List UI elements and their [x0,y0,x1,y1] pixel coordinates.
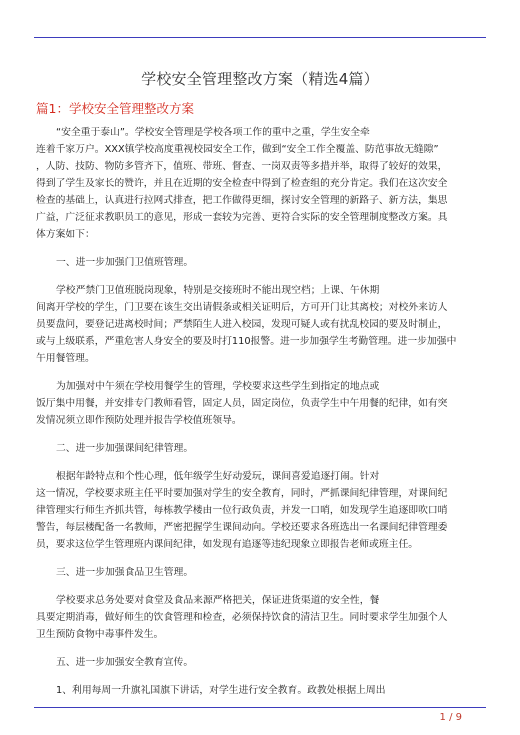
paragraph-intro [36,124,484,141]
text-line: 连着千家万户。XXX镇学校高度重视校园安全工作，做到“安全工作全覆盖、防范事故无缝隙” [36,144,439,155]
text-line: 这一情况，学校要求班主任平时要加强对学生的安全教育，同时，严抓课间纪律管理，对课间纪 [36,488,448,499]
text-line: 卫生预防食物中毒事件发生。 [36,629,164,640]
text-line: 律管理实行师生齐抓共管，每栋教学楼由一位行政负责，并发一口哨，如发现学生追逐即吹口哨 [36,505,448,516]
footer-rule [34,707,486,708]
text-line: 为加强对中午须在学校用餐学生的管理，学校要求这些学生到指定的地点或 [56,381,380,392]
heading-safety-education [36,654,484,671]
text-line: 员，要求这位学生管理班内课间纪律，如发现有追逐等违纪现象立即报告老师或班主任。 [36,539,419,550]
text-line: 体方案如下： [36,229,95,240]
spacer [36,243,484,254]
text-line: “安全重于泰山”。学校安全管理是学校各项工作的重中之重，学生安全牵 [56,127,370,138]
spacer [36,553,484,564]
text-line: 饭厅集中用餐，并安排专门教师看管，固定人员，固定岗位，负责学生中午用餐的纪律，如有突 [36,398,448,409]
text-line: 二、进一步加强课间纪律管理。 [56,443,194,454]
document-title: 学校安全管理整改方案（精选4篇） [141,70,379,88]
text-line: 发情况须立即作预防处理并报告学校值班领导。 [36,415,242,426]
spacer [36,367,484,378]
text-line: ，人防、技防、物防多管齐下，值班、带班、督查、一岗双责等多措并举，取得了较好的效果， [36,161,448,172]
text-line: 具要定期消毒，做好师生的饮食管理和检查，必须保持饮食的清洁卫生。同时要求学生加强个人 [36,612,448,623]
text-line: 五、进一步加强安全教育宣传。 [56,657,194,668]
text-line: 学校要求总务处要对食堂及食品来源严格把关，保证进货渠道的安全性，餐 [56,595,380,606]
spacer [36,671,484,682]
text-line: 警告，每层楼配备一名教师，严密把握学生课间动向。学校还要求各班选出一名课间纪律管理委 [36,522,448,533]
page-indicator: 1 / 9 [439,712,462,723]
text-line: 员要盘问，要登记进离校时间；严禁陌生人进入校园，发现可疑人或有扰乱校园的要及时制止， [36,319,448,330]
text-line: 1、利用每周一升旗礼国旗下讲话，对学生进行安全教育。政教处根据上周出 [56,685,386,696]
text-line: 广益，广泛征求教职员工的意见，形成一套较为完善、更符合实际的安全管理制度整改方案。具 [36,212,448,223]
text-line: 得到了学生及家长的赞许，并且在近期的安全检查中得到了检查组的充分肯定。我们在这次安全 [36,178,448,189]
document-body [36,124,484,699]
spacer [36,271,484,282]
text-line: 检查的基础上，认真进行拉网式排查，把工作做得更细，探讨安全管理的新路子、新方法，集思 [36,195,448,206]
paragraph-food-hygiene [36,592,484,643]
spacer [36,581,484,592]
text-line: 三、进一步加强食品卫生管理。 [56,567,194,578]
heading-break-discipline [36,440,484,457]
heading-gatekeeper [36,254,484,271]
text-line: 午用餐管理。 [36,353,95,364]
section-title: 篇1：学校安全管理整改方案 [36,101,194,116]
paragraph-intro-cont [36,141,484,243]
paragraph-break-discipline [36,468,484,553]
spacer [36,643,484,654]
text-line: 一、进一步加强门卫值班管理。 [56,257,194,268]
text-line: 根据年龄特点和个性心理，低年级学生好动爱玩，课间喜爱追逐打闹。针对 [56,471,380,482]
header-rule [34,37,486,38]
paragraph-lunch [36,378,484,429]
spacer [36,429,484,440]
paragraph-gatekeeper [36,282,484,367]
paragraph-flag-ceremony [36,682,484,699]
text-line: 或与上级联系，严重危害人身安全的要及时打110报警。进一步加强学生考勤管理。进一步加强中 [36,336,457,347]
text-line: 学校严禁门卫值班脱岗现象，特别是交接班时不能出现空档；上课、午休期 [56,285,380,296]
heading-food-hygiene [36,564,484,581]
spacer [36,457,484,468]
text-line: 间离开学校的学生，门卫要在该生交出请假条或相关证明后，方可开门让其离校；对校外来访人 [36,302,448,313]
